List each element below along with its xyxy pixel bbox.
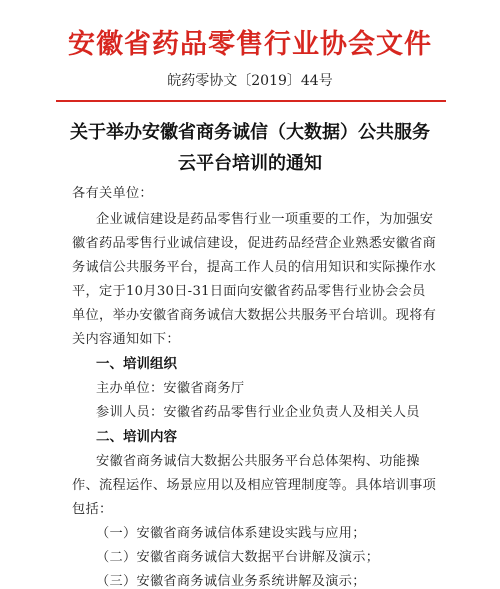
- participants-line: 参训人员：安徽省药品零售行业企业负责人及相关人员: [96, 405, 420, 420]
- org-header-title: 安徽省药品零售行业协会文件: [68, 29, 432, 60]
- list-item: （二）安徽省商务诚信大数据平台讲解及演示；: [96, 550, 380, 565]
- notice-title-line-2: 云平台培训的通知: [178, 153, 322, 174]
- content-line: 包括：: [72, 502, 113, 517]
- list-item: （一）安徽省商务诚信体系建设实践与应用；: [96, 526, 366, 541]
- red-separator-line: [56, 100, 446, 102]
- organizer-line: 主办单位：安徽省商务厅: [96, 381, 245, 396]
- intro-line: 务诚信公共服务平台，提高工作人员的信用知识和实际操作水: [72, 260, 437, 275]
- salutation: 各有关单位：: [72, 186, 153, 201]
- notice-title-line-1: 关于举办安徽省商务诚信（大数据）公共服务: [70, 122, 430, 143]
- list-item: （三）安徽省商务诚信业务系统讲解及演示；: [96, 574, 366, 589]
- section-heading-content: 二、培训内容: [96, 429, 177, 445]
- intro-line: 单位，举办安徽省商务诚信大数据公共服务平台培训。现将有: [72, 308, 437, 323]
- intro-line: 徽省药品零售行业诚信建设，促进药品经营企业熟悉安徽省商: [72, 236, 437, 251]
- section-heading-organization: 一、培训组织: [96, 356, 177, 372]
- intro-line: 关内容通知如下：: [72, 332, 180, 347]
- document-number: 皖药零协文〔2019〕44号: [167, 73, 333, 89]
- content-line: 安徽省商务诚信大数据公共服务平台总体架构、功能操: [96, 454, 420, 469]
- content-line: 作、流程运作、场景应用以及相应管理制度等。具体培训事项: [72, 478, 437, 493]
- intro-line: 企业诚信建设是药品零售行业一项重要的工作，为加强安: [96, 212, 434, 227]
- intro-line: 平，定于10月30日-31日面向安徽省药品零售行业协会会员: [72, 284, 426, 299]
